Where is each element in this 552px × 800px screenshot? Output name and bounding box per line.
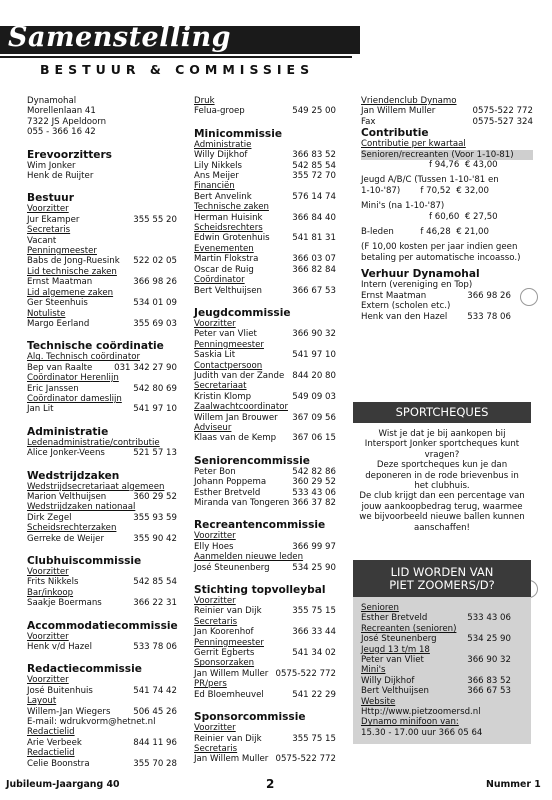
membership-title-line: LID WORDEN VAN (390, 565, 494, 579)
membership-box (353, 560, 531, 744)
phone-number: 0575-522 772 (275, 754, 336, 765)
website-link[interactable]: Http://www.pietzoomersd.nl (361, 707, 481, 718)
phone-number: 542 85 54 (133, 577, 177, 588)
role-label: Technische zaken (194, 202, 269, 213)
contact-row (194, 171, 336, 181)
contact-row (27, 492, 177, 502)
contact-row (27, 534, 177, 544)
role-label: Contactpersoon (194, 360, 263, 371)
role-label: Contributie per kwartaal (361, 139, 466, 150)
fee-row (361, 186, 533, 196)
role-label: Alg. Technisch coördinator (27, 352, 140, 363)
contact-name: Ed Bloemheuvel (194, 689, 264, 700)
contact-name: Willem-Jan Wiegers (27, 706, 111, 717)
column-right (361, 96, 533, 322)
rental-line: Extern (scholen etc.) (361, 301, 451, 312)
fee-label: B-leden (361, 227, 394, 238)
phone-number: 533 78 06 (133, 642, 177, 653)
contact-row (194, 563, 336, 573)
role-label: Voorzitter (27, 567, 69, 577)
price-euro: € 27,50 (464, 211, 498, 222)
role-label: Wedstrijdsecretariaat algemeen (27, 481, 165, 492)
contact-name: Willy Dijkhof (361, 675, 415, 686)
section-heading: Sponsorcommissie (194, 711, 306, 724)
fee-prices (361, 160, 533, 170)
email-address[interactable]: E-mail: wdrukvorm@hetnet.nl (27, 717, 156, 728)
role-label: Dynamo minifoon van: (361, 717, 459, 728)
role-label: Voorzitter (194, 318, 236, 329)
phone-number: 366 83 52 (467, 675, 511, 686)
contact-name: Ger Steenhuis (27, 298, 88, 309)
phone-number: 533 43 06 (467, 613, 511, 624)
contact-name: Bep van Raalte (27, 362, 93, 373)
contact-row (194, 106, 336, 116)
contact-row (27, 642, 177, 652)
contact-name: Peter van Vliet (361, 655, 424, 666)
contact-name: Miranda van Tongeren (194, 498, 290, 508)
phone-number: 366 82 84 (292, 264, 336, 275)
phone-number: 541 97 10 (292, 350, 336, 361)
contact-row (361, 655, 511, 665)
phone-number: 355 75 15 (292, 733, 336, 744)
contact-row (27, 513, 177, 523)
membership-body (353, 597, 531, 744)
role-label: Secretaris (194, 616, 238, 627)
phone-number: 522 02 05 (133, 256, 177, 267)
contact-name: Elly Hoes (194, 541, 234, 552)
section-heading: Clubhuiscommissie (27, 555, 142, 567)
role-label: Penningmeester (27, 246, 97, 257)
role-label: Layout (27, 696, 57, 707)
contact-row (361, 613, 511, 623)
contact-name: Henk van den Hazel (361, 311, 448, 322)
contact-name: Kristin Klomp (194, 391, 252, 402)
phone-number: 844 20 80 (292, 370, 336, 381)
role-label: Lid algemene zaken (27, 287, 114, 298)
contact-row (194, 669, 336, 679)
phone-number: 366 98 26 (467, 290, 511, 301)
phone-number: 506 45 26 (133, 706, 177, 717)
role-label: Lid technische zaken (27, 266, 117, 277)
role-label: Scheidsrechterzaken (27, 523, 117, 534)
role-label: Administratie (194, 139, 252, 150)
sportcheques-box (353, 402, 531, 541)
header-rule (0, 56, 352, 58)
contact-row (194, 371, 336, 381)
contact-row (27, 384, 177, 394)
contact-name: Willy Dijkhof (194, 150, 248, 161)
contact-name: Ernst Maatman (27, 277, 93, 288)
role-label: Evenementen (194, 243, 254, 254)
phone-number: 549 25 00 (292, 106, 336, 117)
phone-number: 366 98 26 (133, 277, 177, 288)
contact-row (194, 350, 336, 360)
phone-number: 0575-522 772 (472, 106, 533, 117)
contact-row (361, 676, 511, 686)
contact-name: José Buitenhuis (27, 685, 93, 696)
role-label: Wedstrijdzaken nationaal (27, 502, 136, 513)
role-label: Coördinator dameslijn (27, 393, 122, 404)
phone-number: 366 90 32 (467, 655, 511, 666)
role-label: Secretaris (194, 743, 238, 754)
phone-number: 360 29 52 (133, 491, 177, 502)
contact-name: Henk v/d Hazel (27, 642, 92, 653)
contact-name: Esther Bretveld (194, 487, 261, 498)
price-euro: € 43,00 (464, 160, 498, 171)
phone-number: 367 09 56 (292, 412, 336, 423)
paragraph: Deze sportcheques kun je dan deponeren in de rode brievenbus in het clubhuis. (365, 460, 519, 492)
price-euro: € 32,00 (456, 185, 489, 196)
phone-number: 541 81 31 (292, 233, 336, 244)
contact-name: Martin Flokstra (194, 254, 259, 265)
footer-right: Nummer 1 (486, 779, 541, 790)
contact-name: Ans Meijer (194, 171, 239, 182)
fee-note: (F 10,00 kosten per jaar indien geen betaling per automatische incoasso.) (361, 242, 521, 263)
column-left (27, 96, 177, 769)
role-label: PR/pers (194, 679, 227, 690)
section-heading: Redactiecommissie (27, 663, 142, 676)
phone-number: 541 97 10 (133, 404, 177, 415)
contact-name: Gerrit Egberts (194, 648, 255, 659)
contact-row (361, 312, 511, 322)
contact-name: Felua-groep (194, 106, 245, 117)
phone-number: 355 72 70 (292, 171, 336, 182)
page-number: 2 (266, 777, 275, 791)
paragraph: De club krijgt dan een percentage van jouw aankoopbedrag terug, waarmee we bijvoorbeeld nieuwe ballen kunnen aanschaffen! (359, 491, 525, 533)
section-heading: Minicommissie (194, 127, 283, 140)
name: Wim Jonker (27, 160, 76, 171)
address-block (27, 96, 177, 138)
phone-number: 366 03 07 (292, 254, 336, 265)
contact-name: José Steunenberg (194, 562, 270, 573)
role-label: Senioren (361, 603, 399, 613)
section-heading: Jeugdcommissie (194, 306, 291, 319)
contact-name: Johann Poppema (194, 477, 267, 488)
contact-row (194, 150, 336, 160)
contact-name: Saskia Lit (194, 350, 236, 361)
membership-title-line: PIET ZOOMERS/D? (389, 578, 495, 592)
contact-name: Lily Nikkels (194, 160, 242, 171)
address-line: Dynamohal (27, 96, 77, 106)
contact-name: Vacant (27, 235, 57, 246)
role-label: Voorzitter (194, 596, 236, 607)
price-guilder: f 70,52 (420, 185, 451, 196)
contact-row (27, 256, 177, 266)
contact-name: José Steunenberg (361, 634, 437, 645)
phone-number: 533 43 06 (292, 487, 336, 498)
fee-label: Mini's (na 1-10-'87) (361, 201, 445, 212)
contact-name: Gerreke de Weijer (27, 533, 104, 544)
fax-row (361, 117, 533, 127)
section-heading: Seniorencommissie (194, 454, 310, 467)
phone-number: 367 06 15 (292, 433, 336, 444)
role-label: Recreanten (senioren) (361, 623, 457, 634)
contact-name: Jan Willem Muller (194, 668, 269, 679)
contact-name: Jan Willem Muller (194, 754, 269, 765)
contact-row (27, 686, 177, 696)
contact-row (194, 161, 336, 171)
contact-name: Eric Janssen (27, 383, 79, 394)
phone-number: 031 342 27 90 (114, 362, 177, 373)
section-heading: Stichting topvolleybal (194, 584, 326, 597)
contact-row (27, 277, 177, 287)
membership-title (353, 560, 531, 597)
contact-name: Peter Bon (194, 466, 236, 477)
contact-name: Marion Velthuijsen (27, 491, 107, 502)
phone-number: 542 80 69 (133, 383, 177, 394)
role-label: Scheidsrechters (194, 223, 263, 234)
address-line: Morellenlaan 41 (27, 106, 96, 117)
section-heading: Administratie (27, 425, 109, 438)
phone-number: 534 25 90 (292, 562, 336, 573)
role-label: Voorzitter (27, 631, 69, 642)
contact-name: Esther Bretveld (361, 613, 428, 624)
contact-row (194, 734, 336, 744)
contact-row (194, 690, 336, 700)
contact-name: Reinier van Dijk (194, 733, 262, 744)
role-label: Zaalwachtcoordinator (194, 402, 288, 413)
contact-name: Bert Velthuijsen (194, 285, 262, 296)
role-label: Penningmeester (194, 339, 264, 350)
contact-row (194, 606, 336, 616)
role-label: Ledenadministratie/contributie (27, 437, 160, 448)
contact-name: Reinier van Dijk (194, 606, 262, 617)
contact-name: Edwin Grotenhuis (194, 233, 270, 244)
phone-number: 366 33 44 (292, 627, 336, 638)
minifoon-hours: 15.30 - 17.00 uur 366 05 64 (361, 727, 483, 738)
contact-row (27, 707, 177, 717)
phone-number: 0575-522 772 (275, 668, 336, 679)
fee-prices (420, 186, 533, 196)
column-middle (194, 96, 336, 765)
contact-name: Jan Lit (27, 404, 54, 415)
price-guilder: f 46,28 (420, 227, 451, 238)
role-label: Financiën (194, 181, 235, 192)
role-label: Redactielid (27, 748, 75, 759)
phone-number: 355 75 15 (292, 606, 336, 617)
role-label: Notuliste (27, 308, 66, 319)
fax-number: 0575-527 324 (472, 116, 533, 127)
contact-row (194, 265, 336, 275)
phone-number: 355 55 20 (133, 214, 177, 225)
fee-prices (420, 227, 533, 237)
contact-name: Frits Nikkels (27, 577, 79, 588)
phone-number: 355 70 28 (133, 758, 177, 769)
contact-row (27, 363, 177, 373)
contact-row (194, 286, 336, 296)
role-label: Sponsorzaken (194, 658, 255, 669)
contact-row (194, 467, 336, 477)
role-label: Secretaris (27, 225, 71, 236)
phone-number: 576 14 74 (292, 191, 336, 202)
contact-name: Margo Eerland (27, 318, 90, 329)
contact-name: Jan Willem Muller (361, 106, 436, 117)
contact-row (27, 298, 177, 308)
rental-line: Intern (vereniging en Top) (361, 280, 473, 291)
phone-number: 366 67 53 (292, 285, 336, 296)
role-label: Mini's (361, 665, 386, 676)
role-label: Adviseur (194, 422, 232, 433)
contact-name: Saakje Boermans (27, 598, 102, 609)
role-label: Jeugd 13 t/m 18 (361, 644, 430, 655)
contact-row (27, 448, 177, 458)
price-guilder: f 60,60 (429, 211, 460, 222)
contact-row (27, 598, 177, 608)
fee-prices (361, 212, 533, 222)
role-label: Vriendenclub Dynamo (361, 96, 457, 106)
contact-name: Judith van der Zande (194, 370, 285, 381)
contact-name: Babs de Jong-Ruesink (27, 256, 120, 267)
fee-label: 1-10-'87) (361, 185, 401, 196)
contact-row (194, 627, 336, 637)
price-guilder: f 94,76 (429, 160, 460, 171)
contact-name: Jur Ekamper (27, 214, 80, 225)
contact-name: Ernst Maatman (361, 290, 427, 301)
contact-row (194, 192, 336, 202)
role-label: Bar/inkoop (27, 587, 74, 598)
contact-row (27, 577, 177, 587)
phone-number: 360 29 52 (292, 477, 336, 488)
phone-number: 366 37 82 (292, 498, 336, 508)
contact-name: Dirk Zegel (27, 512, 72, 523)
phone-number: 533 78 06 (467, 311, 511, 322)
contact-name: Celie Boonstra (27, 758, 90, 769)
address-line: 7322 JS Apeldoorn (27, 116, 107, 127)
contact-row (194, 329, 336, 339)
role-label: Voorzitter (194, 723, 236, 734)
contact-row (361, 686, 511, 696)
contact-name: Alice Jonker-Veens (27, 448, 105, 459)
contact-row (194, 233, 336, 243)
contact-row (194, 648, 336, 658)
contact-row (194, 392, 336, 402)
phone-number: 366 22 31 (133, 598, 177, 609)
phone-number: 366 83 52 (292, 150, 336, 161)
contact-row (27, 759, 177, 769)
contact-name: Bert Anvelink (194, 191, 252, 202)
phone-number: 366 84 40 (292, 212, 336, 223)
phone-number: 541 34 02 (292, 648, 336, 659)
phone-number: 541 74 42 (133, 685, 177, 696)
phone-number: 541 22 29 (292, 689, 336, 700)
contact-row (194, 498, 336, 508)
sportcheques-title: SPORTCHEQUES (395, 405, 489, 419)
sportcheques-body (353, 423, 531, 541)
contact-name: Arie Verbeek (27, 737, 82, 748)
fee-label: Senioren/recreanten (Voor 1-10-81) (361, 150, 533, 160)
section-heading: Erevoorzitters (27, 148, 112, 161)
price-euro: € 21,00 (456, 227, 489, 238)
phone-number: 844 11 96 (133, 737, 177, 748)
contact-row (27, 215, 177, 225)
role-label: Website (361, 696, 396, 707)
role-label: Secretariaat (194, 381, 247, 392)
contact-row (194, 488, 336, 498)
contact-row (194, 413, 336, 423)
phone-number: 355 69 03 (133, 318, 177, 329)
contact-row (27, 319, 177, 329)
phone-number: 549 09 03 (292, 391, 336, 402)
role-label: Penningmeester (194, 637, 264, 648)
section-heading: Wedstrijdzaken (27, 469, 120, 482)
phone-number: 366 99 97 (292, 541, 336, 552)
contact-row (194, 542, 336, 552)
contact-row (194, 254, 336, 264)
page-title: Samenstelling (8, 22, 232, 53)
contact-name: Willem Jan Brouwer (194, 412, 278, 423)
role-label: Coördinator Herenlijn (27, 373, 119, 384)
contact-row (361, 106, 533, 116)
section-heading: Verhuur Dynamohal (361, 268, 480, 281)
phone-number: 366 67 53 (467, 686, 511, 697)
phone-number: 542 85 54 (292, 160, 336, 171)
contact-row (27, 738, 177, 748)
section-heading: Bestuur (27, 192, 74, 205)
contact-row (194, 433, 336, 443)
contact-row (361, 634, 511, 644)
contact-row (361, 291, 511, 301)
role-label: Redactielid (27, 727, 75, 738)
role-label: Coördinator (194, 275, 245, 286)
phone-number: 542 82 86 (292, 466, 336, 477)
paragraph: Wist je dat je bij aankopen bij Intersport Jonker sportcheques kunt vragen? (364, 429, 520, 460)
contact-name: Herman Huisink (194, 212, 263, 223)
section-heading: Accommodatiecommissie (27, 619, 178, 632)
address-line: 055 - 366 16 42 (27, 127, 96, 138)
fee-label: Jeugd A/B/C (Tussen 1-10-'81 en (361, 175, 499, 186)
role-label: Aanmelden nieuwe leden (194, 552, 304, 563)
role-label: Voorzitter (27, 675, 69, 686)
role-label: Voorzitter (194, 531, 236, 542)
contact-row (27, 236, 177, 246)
role-label: Druk (194, 96, 215, 106)
contact-name: Oscar de Ruig (194, 264, 254, 275)
name: Henk de Ruijter (27, 171, 94, 182)
contact-row (194, 477, 336, 487)
contact-name: Peter van Vliet (194, 329, 257, 340)
phone-number: 355 93 59 (133, 512, 177, 523)
section-heading: Recreantencommissie (194, 519, 326, 532)
phone-number: 521 57 13 (133, 448, 177, 459)
phone-number: 355 90 42 (133, 533, 177, 544)
phone-number: 366 90 32 (292, 329, 336, 340)
contact-row (27, 404, 177, 414)
fax-label: Fax (361, 116, 376, 127)
contact-row (194, 754, 336, 764)
contact-row (194, 213, 336, 223)
section-heading: Contributie (361, 127, 429, 140)
page-subtitle: BESTUUR & COMMISSIES (40, 62, 315, 77)
role-label: Voorzitter (27, 204, 69, 215)
section-heading: Technische coördinatie (27, 340, 164, 353)
fee-row (361, 227, 533, 237)
footer-left: Jubileum-Jaargang 40 (6, 779, 120, 790)
contact-name: Jan Koorenhof (194, 627, 254, 638)
contact-name: Klaas van de Kemp (194, 433, 277, 444)
phone-number: 534 01 09 (133, 298, 177, 309)
phone-number: 534 25 90 (467, 634, 511, 645)
contact-name: Bert Velthuijsen (361, 686, 429, 697)
